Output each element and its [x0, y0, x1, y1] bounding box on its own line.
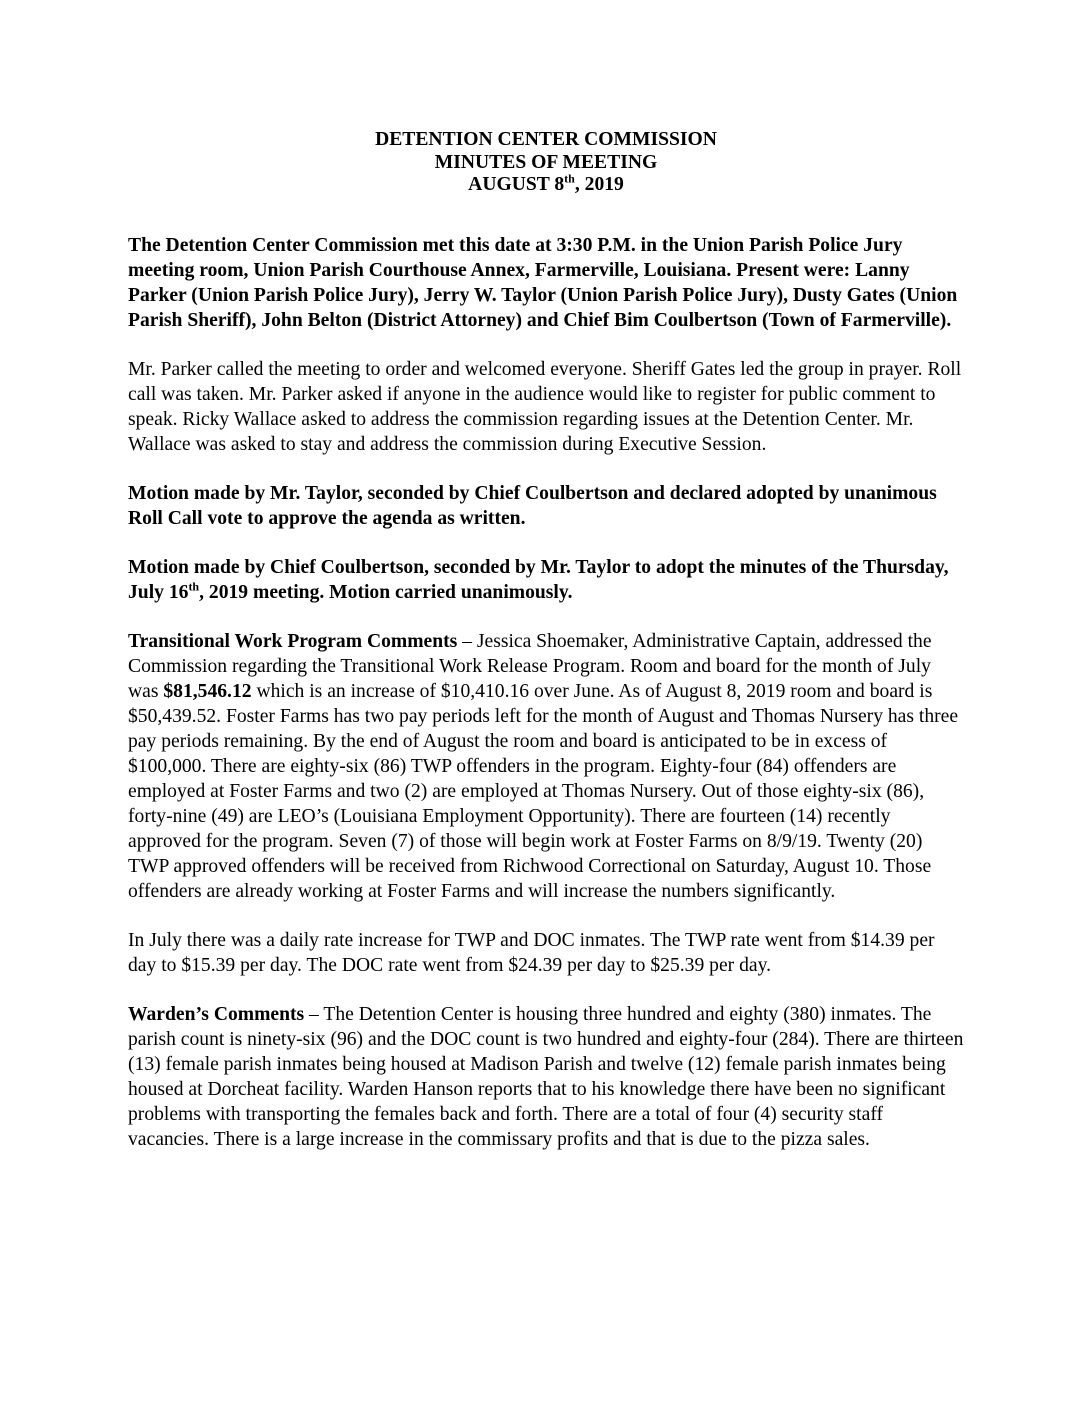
- twp-july-amount: $81,546.12: [163, 680, 252, 702]
- twp-heading: Transitional Work Program Comments: [128, 630, 458, 652]
- rate-paragraph: In July there was a daily rate increase for TWP and DOC inmates. The TWP rate went from $14.39 per day to $15.39 per day. The DOC rate went from $24.39 per day to $25.39 per day.: [128, 929, 935, 976]
- title-date-suffix: th: [564, 171, 575, 186]
- document-title: [128, 129, 964, 197]
- warden-paragraph: [128, 1002, 964, 1152]
- title-date-month: AUGUST 8: [468, 174, 565, 195]
- warden-heading: Warden’s Comments: [128, 1003, 305, 1025]
- minutes-motion-paragraph: [128, 555, 964, 605]
- title-line-date: [128, 171, 964, 197]
- agenda-motion-paragraph: Motion made by Mr. Taylor, seconded by Chief Coulbertson and declared adopted by unanimous Roll Call vote to approve the agenda as written.: [128, 482, 937, 529]
- attendance-paragraph: The Detention Center Commission met this date at 3:30 P.M. in the Union Parish Police Jury meeting room, Union Parish Courthouse Annex, Farmerville, Louisiana. Present were: Lanny Parker (Union Parish Police Jury), Jerry W. Taylor (Union Parish Police Jury), Dusty Gates (Union Parish Sheriff), John Belton (District Attorney) and Chief Bim Coulbertson (Town of Farmerville).: [128, 234, 958, 331]
- minutes-motion-text-end: , 2019 meeting. Motion carried unanimously.: [199, 581, 573, 603]
- document-page: [128, 129, 964, 1152]
- title-date-year: , 2019: [574, 174, 624, 195]
- warden-text: – The Detention Center is housing three hundred and eighty (380) inmates. The parish count is ninety-six (96) and the DOC count is two hundred and eighty-four (284). There are thirteen (13) female parish inmates being housed at Madison Parish and twelve (12) female parish inmates being housed at Dorcheat facility. Warden Hanson reports that to his knowledge there have been no significant problems with transporting the females back and forth. There are a total of four (4) security staff vacancies. There is a large increase in the commissary profits and that is due to the pizza sales.: [128, 1003, 964, 1150]
- twp-text: – Jessica Shoemaker, Administrative Captain, addressed the Commission regarding the Transitional Work Release Program. Room and board for the month of July was: [128, 630, 932, 702]
- title-line-commission: DETENTION CENTER COMMISSION: [375, 129, 717, 150]
- minutes-motion-text: Motion made by Chief Coulbertson, seconded by Mr. Taylor to adopt the minutes of the Thursday, July 16: [128, 556, 949, 603]
- twp-paragraph: [128, 629, 964, 904]
- twp-text-continued: which is an increase of $10,410.16 over June. As of August 8, 2019 room and board is $50,439.52. Foster Farms has two pay periods left for the month of August and Thomas Nursery has three pay periods remaining. By the end of August the room and board is anticipated to be in excess of $100,000. There are eighty-six (86) TWP offenders in the program. Eighty-four (84) offenders are employed at Foster Farms and two (2) are employed at Thomas Nursery. Out of those eighty-six (86), forty-nine (49) are LEO’s (Louisiana Employment Opportunity). There are fourteen (14) recently approved for the program. Seven (7) of those will begin work at Foster Farms on 8/9/19. Twenty (20) TWP approved offenders will be received from Richwood Correctional on Saturday, August 10. Those offenders are already working at Foster Farms and will increase the numbers significantly.: [128, 680, 959, 902]
- opening-paragraph: Mr. Parker called the meeting to order and welcomed everyone. Sheriff Gates led the group in prayer. Roll call was taken. Mr. Parker asked if anyone in the audience would like to register for public comment to speak. Ricky Wallace asked to address the commission regarding issues at the Detention Center. Mr. Wallace was asked to stay and address the commission during Executive Session.: [128, 358, 962, 455]
- title-line-minutes: MINUTES OF MEETING: [434, 151, 658, 173]
- minutes-motion-date-suffix: th: [188, 578, 200, 593]
